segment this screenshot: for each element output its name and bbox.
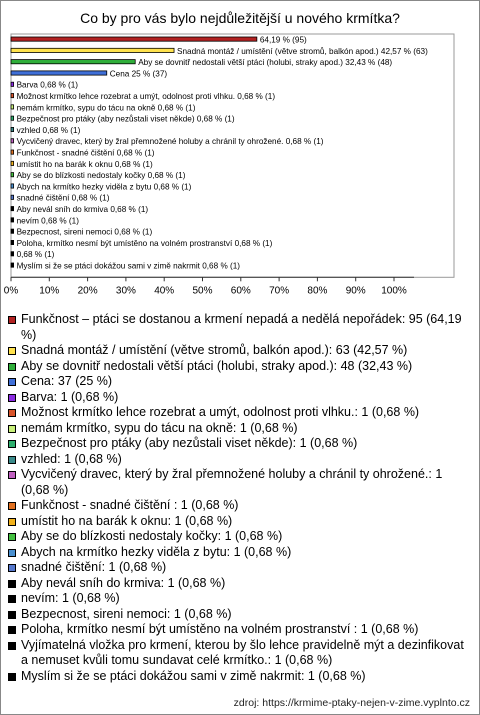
bar	[11, 116, 14, 120]
legend-item	[8, 312, 474, 343]
bar-label: Aby se do blízkosti nedostaly kočky 0,68 % (1)	[16, 171, 186, 181]
legend-swatch	[8, 549, 16, 557]
bar-label: Barva 0,68 % (1)	[16, 80, 79, 90]
bar-label: Bezpečnost pro ptáky (aby nezůstali viset někde) 0,68 % (1)	[16, 114, 235, 124]
bar-label: Bezpecnost, sireni nemoci 0,68 % (1)	[16, 227, 153, 237]
bar-label: Aby nevál sníh do krmiva 0,68 % (1)	[16, 205, 149, 214]
bar-label: Vycvičený dravec, který by žral přemnožené holuby a chránil ty ohrožené. 0,68 % (1)	[16, 137, 324, 147]
legend-item	[8, 343, 474, 359]
x-tick-label: 10%	[39, 285, 60, 297]
legend-swatch	[8, 378, 16, 386]
bar	[11, 207, 14, 211]
legend-item	[8, 591, 474, 607]
bar	[11, 37, 257, 41]
bar	[11, 94, 14, 98]
bar	[11, 252, 14, 256]
legend-label: Barva: 1 (0,68 %)	[21, 389, 119, 404]
legend-item	[8, 374, 474, 390]
source-note: zdroj: https://krmime-ptaky-nejen-v-zime.vyplnto.cz	[233, 697, 470, 709]
x-tick-label: 60%	[230, 285, 251, 297]
legend-swatch	[8, 564, 16, 572]
bar	[11, 218, 14, 222]
legend-item	[8, 576, 474, 592]
legend-swatch	[8, 595, 16, 603]
legend-label: Aby se dovnitř nedostali větší ptáci (holubi, straky apod.): 48 (32,43 %)	[21, 358, 413, 373]
legend-label: Abych na krmítko hezky viděla z bytu: 1 (0,68 %)	[21, 544, 292, 559]
x-tick-label: 20%	[77, 285, 98, 297]
legend-item	[8, 622, 474, 638]
legend-swatch	[8, 518, 16, 526]
legend-item	[8, 390, 474, 406]
legend-swatch	[8, 673, 16, 681]
legend-item	[8, 638, 474, 669]
legend-swatch	[8, 642, 16, 650]
legend-swatch	[8, 626, 16, 634]
legend-label: Myslím si že se ptáci dokážou sami v zimě nakrmit: 1 (0,68 %)	[21, 668, 366, 683]
bar-label: Aby se dovnitř nedostali větší ptáci (holubi, straky apod.) 32,43 % (48)	[138, 58, 393, 68]
legend-label: Vycvičený dravec, který by žral přemnožené holuby a chránil ty ohrožené.: 1 (0,68 %)	[21, 467, 443, 497]
legend-swatch	[8, 502, 16, 510]
bar-label: nevím 0,68 % (1)	[16, 216, 79, 226]
legend-item	[8, 529, 474, 545]
x-tick-label: 40%	[154, 285, 175, 297]
legend-item	[8, 498, 474, 514]
legend-label: Cena: 37 (25 %)	[21, 374, 113, 388]
x-tick-label: 70%	[269, 285, 290, 297]
legend-label: Aby se do blízkosti nedostaly kočky: 1 (0,68 %)	[21, 529, 283, 543]
bar	[11, 240, 14, 244]
bar	[11, 127, 14, 131]
bar	[11, 263, 14, 267]
bar-label: Funkčnost - snadné čištění 0,68 % (1)	[16, 148, 155, 158]
bar	[11, 60, 135, 64]
x-tick-label: 50%	[192, 285, 213, 297]
legend-item	[8, 452, 474, 468]
bar-plot	[0, 0, 480, 310]
legend-item	[8, 467, 474, 498]
bar-label: snadné čištění 0,68 % (1)	[16, 193, 110, 203]
legend-swatch	[8, 425, 16, 433]
legend-label: snadné čištění: 1 (0,68 %)	[21, 560, 167, 574]
legend-swatch	[8, 394, 16, 402]
bar-label: Snadná montáž / umístění (větve stromů, balkón apod.) 42,57 % (63)	[177, 46, 428, 56]
bar-label: Abych na krmítko hezky viděla z bytu 0,68 % (1)	[16, 182, 192, 192]
bar	[11, 105, 14, 109]
legend-swatch	[8, 363, 16, 371]
legend-label: Poloha, krmítko nesmí být umístěno na volném prostranství : 1 (0,68 %)	[21, 622, 419, 636]
bar	[11, 184, 14, 188]
legend-item	[8, 514, 474, 530]
bar-label: Cena 25 % (37)	[109, 69, 168, 79]
bar	[11, 71, 107, 75]
legend-label: Funkčnost – ptáci se dostanou a krmení nepadá a nedělá nepořádek: 95 (64,19 %)	[21, 312, 462, 342]
legend	[8, 312, 474, 684]
legend-label: Vyjímatelná vložka pro krmení, kterou by šlo lehce pravidelně mýt a dezinfikovat a nemuset kvůli tomu sundavat celé krmítko.: 1 (0,68 %)	[21, 637, 464, 667]
legend-swatch	[8, 456, 16, 464]
bar-label: Možnost krmítko lehce rozebrat a umýt, odolnost proti vlhku. 0,68 % (1)	[16, 92, 276, 101]
bar	[11, 139, 14, 143]
chart-title: Co by pro vás bylo nejdůležitější u nového krmítka?	[80, 10, 400, 26]
legend-swatch	[8, 316, 16, 324]
x-tick-label: 30%	[115, 285, 136, 297]
legend-swatch	[8, 471, 16, 479]
legend-label: vzhled: 1 (0,68 %)	[21, 451, 122, 466]
bar	[11, 161, 14, 165]
x-tick-label: 90%	[345, 285, 366, 297]
legend-label: Snadná montáž / umístění (větve stromů, balkón apod.): 63 (42,57 %)	[21, 343, 408, 357]
bar-label: nemám krmítko, sypu do tácu na okně 0,68 % (1)	[16, 103, 196, 113]
bar	[11, 150, 14, 154]
legend-item	[8, 545, 474, 561]
legend-swatch	[8, 440, 16, 448]
x-tick-label: 0%	[3, 285, 19, 297]
legend-item	[8, 405, 474, 421]
bar	[11, 48, 174, 52]
legend-swatch	[8, 611, 16, 619]
bar	[11, 195, 14, 199]
x-tick-label: 100%	[381, 285, 407, 297]
legend-item	[8, 560, 474, 576]
legend-item	[8, 607, 474, 623]
legend-label: Bezpečnost pro ptáky (aby nezůstali viset někde): 1 (0,68 %)	[21, 436, 358, 450]
bar	[11, 229, 14, 233]
legend-label: nemám krmítko, sypu do tácu na okně: 1 (0,68 %)	[21, 420, 298, 435]
legend-swatch	[8, 580, 16, 588]
bar-label: Myslím si že se ptáci dokážou sami v zimě nakrmit 0,68 % (1)	[16, 261, 241, 271]
bar-label: Poloha, krmítko nesmí být umístěno na volném prostranství 0,68 % (1)	[16, 238, 273, 248]
legend-item	[8, 421, 474, 437]
legend-label: Možnost krmítko lehce rozebrat a umýt, odolnost proti vlhku.: 1 (0,68 %)	[21, 405, 420, 419]
legend-label: Aby nevál sníh do krmiva: 1 (0,68 %)	[21, 575, 226, 590]
bar-label: 64,19 % (95)	[259, 35, 307, 45]
bar	[11, 173, 14, 177]
bar-label: 0,68 % (1)	[16, 250, 55, 260]
bar	[11, 82, 14, 86]
legend-label: nevím: 1 (0,68 %)	[21, 591, 120, 605]
x-tick-label: 80%	[307, 285, 328, 297]
legend-item	[8, 669, 474, 685]
legend-item	[8, 436, 474, 452]
legend-swatch	[8, 347, 16, 355]
legend-swatch	[8, 409, 16, 417]
legend-label: umístit ho na barák k oknu: 1 (0,68 %)	[21, 513, 233, 528]
legend-swatch	[8, 533, 16, 541]
legend-label: Bezpecnost, sireni nemoci: 1 (0,68 %)	[21, 606, 232, 621]
legend-label: Funkčnost - snadné čištění : 1 (0,68 %)	[21, 498, 239, 512]
legend-item	[8, 359, 474, 375]
bar-label: vzhled 0,68 % (1)	[16, 125, 81, 135]
bar-label: umístit ho na barák k oknu 0,68 % (1)	[16, 159, 153, 169]
